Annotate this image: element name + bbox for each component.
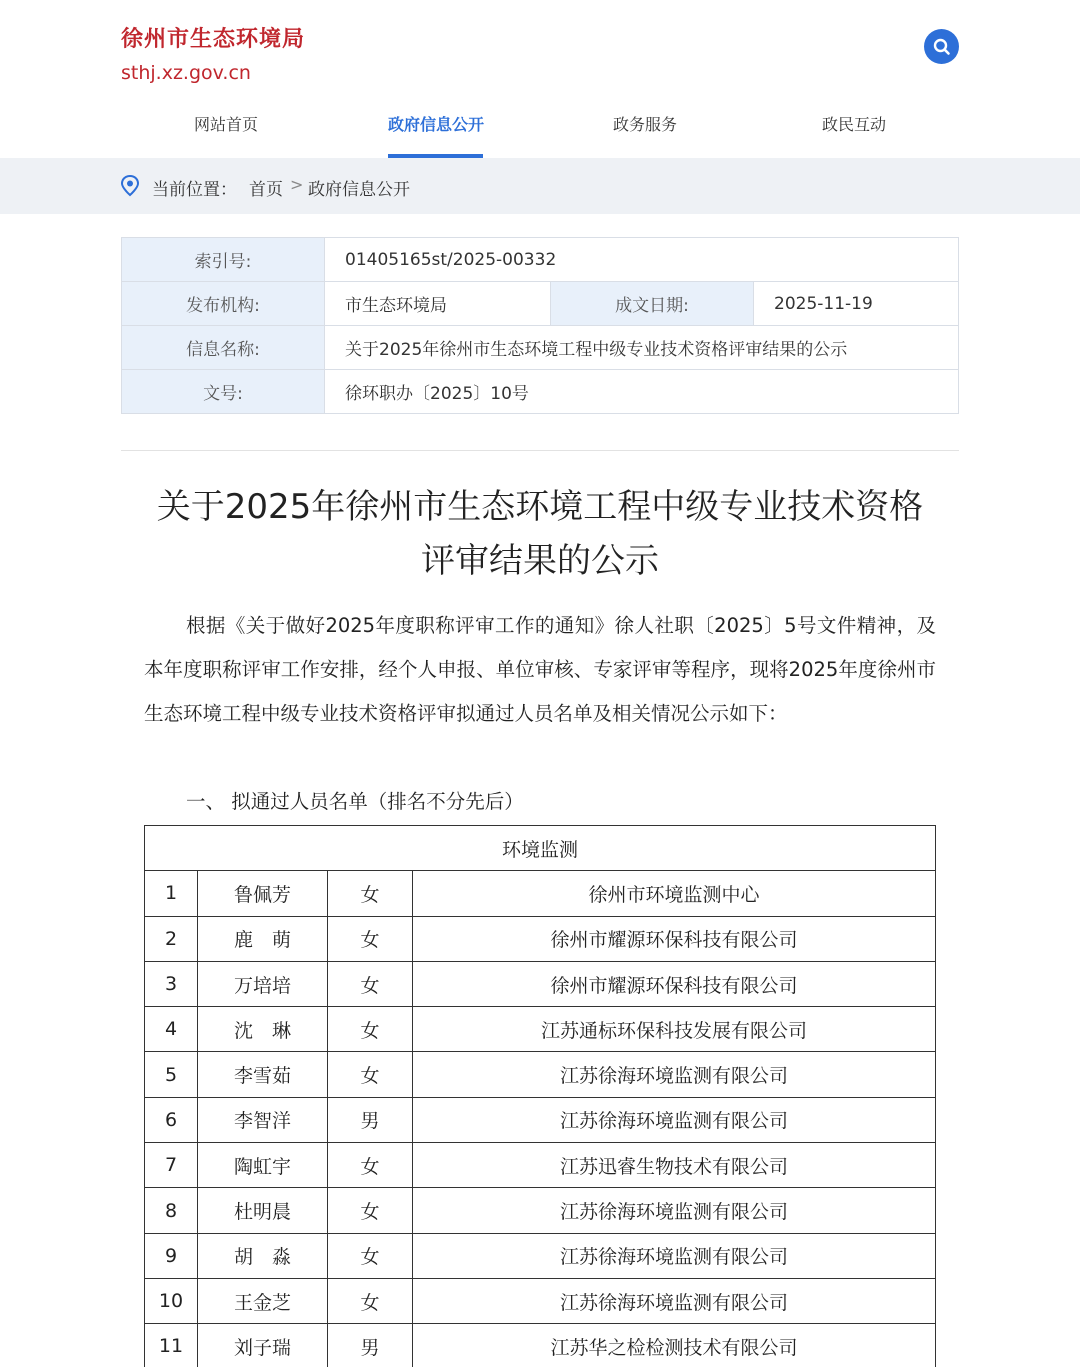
row-gender: 女 bbox=[328, 1233, 413, 1278]
article-paragraph: 根据《关于做好2025年度职称评审工作的通知》徐人社职〔2025〕5号文件精神，及本年度职称评审工作安排，经个人申报、单位审核、专家评审等程序，现将2025年度徐州市生态环境工程中级专业技术资格评审拟通过人员名单及相关情况公示如下： bbox=[144, 614, 936, 725]
row-organization: 江苏通标环保科技发展有限公司 bbox=[413, 1007, 936, 1052]
row-organization: 江苏徐海环境监测有限公司 bbox=[413, 1188, 936, 1233]
meta-publisher-value: 市生态环境局 bbox=[325, 282, 551, 326]
row-name: 刘子瑞 bbox=[198, 1324, 328, 1367]
row-gender: 女 bbox=[328, 1007, 413, 1052]
location-pin-icon bbox=[120, 175, 140, 197]
row-name: 鲁佩芳 bbox=[198, 871, 328, 916]
nav-home[interactable]: 网站首页 bbox=[194, 115, 259, 134]
breadcrumb-separator: > bbox=[290, 175, 304, 194]
row-name: 王金芝 bbox=[198, 1278, 328, 1323]
row-number: 9 bbox=[145, 1233, 198, 1278]
nav-services[interactable]: 政务服务 bbox=[613, 115, 678, 134]
table-row bbox=[145, 1097, 936, 1142]
breadcrumb-home[interactable]: 首页 bbox=[249, 180, 283, 200]
row-name: 李雪茹 bbox=[198, 1052, 328, 1097]
table-row bbox=[145, 1188, 936, 1233]
row-name: 沈 琳 bbox=[198, 1007, 328, 1052]
row-number: 10 bbox=[145, 1278, 198, 1323]
row-organization: 徐州市耀源环保科技有限公司 bbox=[413, 916, 936, 961]
meta-name-key: 信息名称: bbox=[122, 326, 325, 370]
row-number: 11 bbox=[145, 1324, 198, 1367]
table-row bbox=[145, 1233, 936, 1278]
meta-name-value: 关于2025年徐州市生态环境工程中级专业技术资格评审结果的公示 bbox=[325, 326, 959, 370]
info-meta-table bbox=[121, 237, 959, 414]
meta-index-value: 01405165st/2025-00332 bbox=[325, 238, 959, 282]
row-name: 杜明晨 bbox=[198, 1188, 328, 1233]
row-number: 8 bbox=[145, 1188, 198, 1233]
meta-publisher-key: 发布机构: bbox=[122, 282, 325, 326]
row-organization: 江苏徐海环境监测有限公司 bbox=[413, 1278, 936, 1323]
row-gender: 男 bbox=[328, 1324, 413, 1367]
breadcrumb bbox=[0, 158, 1080, 214]
content-divider bbox=[121, 450, 959, 451]
meta-doc-value: 徐环职办〔2025〕10号 bbox=[325, 370, 959, 414]
row-gender: 女 bbox=[328, 871, 413, 916]
main-nav bbox=[0, 100, 1080, 158]
list-subheading: 一、 拟通过人员名单（排名不分先后） bbox=[186, 790, 524, 813]
table-row bbox=[145, 1143, 936, 1188]
row-organization: 江苏徐海环境监测有限公司 bbox=[413, 1233, 936, 1278]
search-button[interactable] bbox=[924, 29, 959, 64]
meta-doc-key: 文号: bbox=[122, 370, 325, 414]
site-url[interactable]: sthj.xz.gov.cn bbox=[121, 62, 251, 84]
table-row bbox=[145, 1324, 936, 1367]
row-gender: 女 bbox=[328, 1052, 413, 1097]
meta-index-key: 索引号: bbox=[122, 238, 325, 282]
row-organization: 江苏华之检检测技术有限公司 bbox=[413, 1324, 936, 1367]
table-body bbox=[145, 871, 936, 1367]
breadcrumb-current[interactable]: 政府信息公开 bbox=[308, 180, 410, 200]
approved-personnel-table bbox=[144, 825, 936, 1367]
row-gender: 女 bbox=[328, 1188, 413, 1233]
meta-date-value: 2025-11-19 bbox=[754, 282, 959, 326]
row-number: 3 bbox=[145, 961, 198, 1006]
row-number: 1 bbox=[145, 871, 198, 916]
search-icon bbox=[932, 37, 952, 57]
row-name: 鹿 萌 bbox=[198, 916, 328, 961]
article-title: 关于2025年徐州市生态环境工程中级专业技术资格评审结果的公示 bbox=[156, 487, 924, 581]
row-gender: 女 bbox=[328, 961, 413, 1006]
row-organization: 徐州市耀源环保科技有限公司 bbox=[413, 961, 936, 1006]
table-row bbox=[145, 1007, 936, 1052]
table-row bbox=[145, 961, 936, 1006]
row-number: 4 bbox=[145, 1007, 198, 1052]
row-gender: 女 bbox=[328, 916, 413, 961]
breadcrumb-label: 当前位置： bbox=[152, 180, 237, 200]
row-organization: 江苏迅睿生物技术有限公司 bbox=[413, 1143, 936, 1188]
table-row bbox=[145, 1052, 936, 1097]
meta-date-key: 成文日期: bbox=[551, 282, 754, 326]
table-row bbox=[145, 1278, 936, 1323]
row-gender: 女 bbox=[328, 1143, 413, 1188]
row-gender: 男 bbox=[328, 1097, 413, 1142]
row-organization: 江苏徐海环境监测有限公司 bbox=[413, 1097, 936, 1142]
table-section-row bbox=[145, 826, 936, 871]
table-row bbox=[145, 916, 936, 961]
table-row bbox=[145, 871, 936, 916]
site-name[interactable]: 徐州市生态环境局 bbox=[121, 27, 306, 52]
row-gender: 女 bbox=[328, 1278, 413, 1323]
row-name: 胡 淼 bbox=[198, 1233, 328, 1278]
row-name: 万培培 bbox=[198, 961, 328, 1006]
row-number: 6 bbox=[145, 1097, 198, 1142]
row-organization: 江苏徐海环境监测有限公司 bbox=[413, 1052, 936, 1097]
table-section-title: 环境监测 bbox=[145, 826, 936, 871]
row-name: 李智洋 bbox=[198, 1097, 328, 1142]
row-number: 2 bbox=[145, 916, 198, 961]
row-organization: 徐州市环境监测中心 bbox=[413, 871, 936, 916]
row-number: 5 bbox=[145, 1052, 198, 1097]
row-name: 陶虹宇 bbox=[198, 1143, 328, 1188]
nav-gov-info[interactable]: 政府信息公开 bbox=[388, 115, 485, 134]
nav-interaction[interactable]: 政民互动 bbox=[822, 115, 887, 134]
row-number: 7 bbox=[145, 1143, 198, 1188]
